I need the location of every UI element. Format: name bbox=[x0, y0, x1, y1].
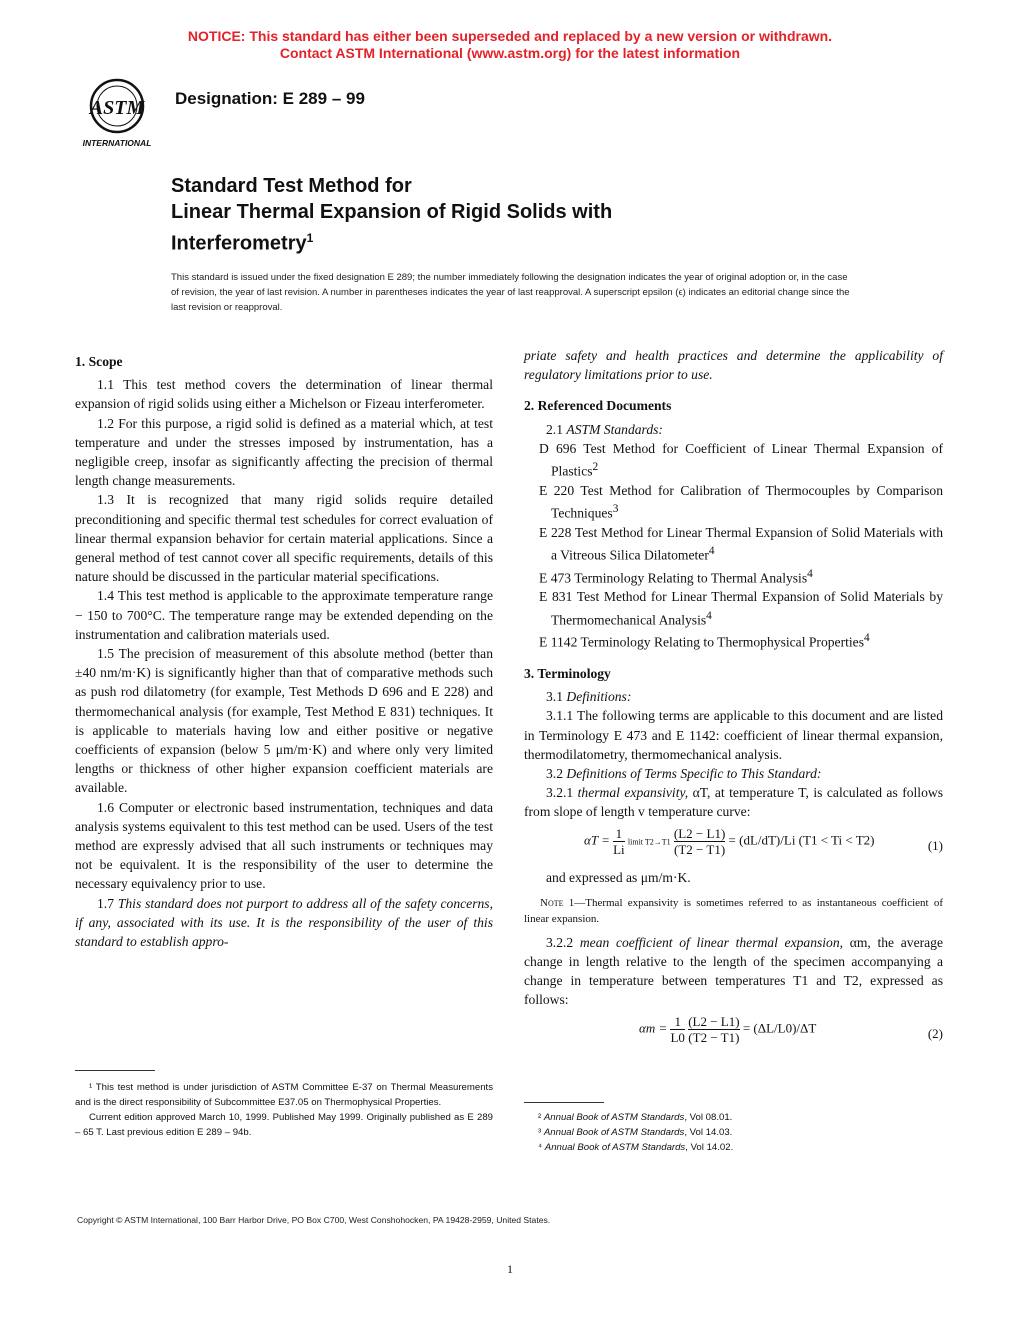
reference-item bbox=[524, 629, 943, 652]
reference-text: E 1142 Terminology Relating to Thermophysical Properties bbox=[539, 634, 864, 650]
reference-footnote-ref: 2 bbox=[592, 461, 599, 474]
paragraph-3-1-1: 3.1.1 The following terms are applicable to this document and are listed in Terminology E 473 and E 1142: coefficient of linear thermal expansion, thermodilatometry, thermomechanical analysis. bbox=[524, 708, 943, 762]
eq2-frac-den: L0 bbox=[670, 1029, 685, 1045]
footnote-rule-left bbox=[75, 1070, 155, 1071]
reference-item bbox=[524, 481, 943, 523]
reference-footnote-ref: 3 bbox=[612, 502, 619, 515]
paragraph-1-7-number: 1.7 bbox=[97, 895, 114, 911]
footnote-number: ² bbox=[538, 1112, 542, 1123]
designation: Designation: E 289 – 99 bbox=[175, 89, 365, 108]
eq1-fraction-1 bbox=[613, 826, 625, 857]
term-mean-coefficient: mean coefficient of linear thermal expansion, bbox=[579, 934, 844, 950]
logo-bottom-text: INTERNATIONAL bbox=[82, 138, 152, 148]
eq1-frac2-num: (L2 − L1) bbox=[673, 825, 726, 841]
reference-text: E 220 Test Method for Calibration of Thermocouples by Comparison Techniques bbox=[539, 482, 943, 521]
footnote-volume: , Vol 14.03. bbox=[684, 1127, 733, 1138]
eq2-fraction-2 bbox=[688, 1014, 739, 1045]
paragraph-2-1-text: ASTM Standards: bbox=[566, 421, 663, 437]
paragraph-1-7-continued-text: priate safety and health practices and determine the applicability of regulatory limitations prior to use. bbox=[524, 348, 943, 383]
issued-note: This standard is issued under the fixed designation E 289; the number immediately following the designation indicates the year of original adoption or, in the case of revision, the year of last revision. A number in parentheses indicates the year of last reapproval. A superscript epsilon (ϵ) indicates an editorial change since the last revision or reapproval. bbox=[171, 272, 850, 313]
footnote-volume: , Vol 08.01. bbox=[684, 1112, 733, 1123]
eq2-lhs: αm = bbox=[639, 1020, 668, 1036]
paragraph-3-2-2 bbox=[524, 933, 943, 1010]
equation-2-number: (2) bbox=[927, 1025, 943, 1041]
astm-logo-icon bbox=[70, 74, 165, 152]
reference-item bbox=[524, 523, 943, 565]
footnote-number: ³ bbox=[538, 1127, 542, 1138]
paragraph-3-2-1 bbox=[524, 783, 943, 821]
paragraph-3-2-2-number: 3.2.2 bbox=[546, 934, 574, 950]
title-line-3: Interferometry bbox=[171, 232, 307, 255]
paragraph-3-1-text: Definitions: bbox=[566, 689, 632, 705]
after-equation-1: and expressed as μm/m·K. bbox=[546, 869, 691, 885]
eq1-fraction-2 bbox=[674, 826, 725, 857]
reference-text: D 696 Test Method for Coefficient of Linear Thermal Expansion of Plastics bbox=[539, 440, 943, 479]
paragraph-1-7-continued bbox=[524, 346, 943, 384]
paragraph-1-7 bbox=[75, 894, 493, 952]
paragraph-2-1-number: 2.1 bbox=[546, 421, 563, 437]
paragraph-3-2-2-text: αm, the average change in length relative to the length of the specimen accompanying a change in temperature between temperatures T1 and T2, expressed as follows: bbox=[524, 934, 944, 1008]
footnote-1b: Current edition approved March 10, 1999. Published May 1999. Originally published as E 289 – 65 T. Last previous edition E 289 – 94b. bbox=[75, 1112, 493, 1138]
section-heading-terminology: 3. Terminology bbox=[524, 666, 611, 682]
footnote-number: ⁴ bbox=[538, 1142, 543, 1153]
section-heading-scope: 1. Scope bbox=[75, 354, 123, 369]
eq2-fraction-1 bbox=[670, 1014, 684, 1045]
reference-footnote-ref: 4 bbox=[708, 544, 715, 557]
eq2-rhs: = (ΔL/L0)/ΔT bbox=[742, 1020, 817, 1036]
paragraph-1-5: 1.5 The precision of measurement of this absolute method (better than ±40 nm/m·K) is significantly higher than that of comparative methods such as push rod dilatometry (for example, Test Methods D 696 and E 228) and thermomechanical analysis (for example, Test Method E 831) techniques. It is applicable to materials having low and either positive or negative coefficients of expansion (below 5 μm/m·K) and where only very limited lengths or thickness of other higher expansion coefficient materials are available. bbox=[75, 646, 493, 796]
paragraph-3-2-number: 3.2 bbox=[546, 766, 563, 782]
notice-line-2: Contact ASTM International (www.astm.org) for the latest information bbox=[279, 45, 741, 61]
equation-1-number: (1) bbox=[927, 837, 943, 853]
footnote-volume: , Vol 14.02. bbox=[685, 1142, 734, 1153]
title-line-1: Standard Test Method for bbox=[171, 175, 412, 197]
paragraph-1-2: 1.2 For this purpose, a rigid solid is defined as a material which, at test temperature and under the stresses imposed by instrumentation, has a negligible creep, insofar as significantly affecting the precision of thermal length change measurements. bbox=[75, 415, 493, 489]
eq1-rhs: = (dL/dT)/Li (T1 < Ti < T2) bbox=[728, 832, 875, 848]
equation-1 bbox=[524, 822, 943, 868]
reference-footnote-ref: 4 bbox=[864, 632, 870, 645]
copyright: Copyright © ASTM International, 100 Barr Harbor Drive, PO Box C700, West Conshohocken, PA 19428-2959, United States. bbox=[77, 1215, 551, 1225]
paragraph-3-1-number: 3.1 bbox=[546, 689, 563, 705]
reference-item bbox=[524, 587, 943, 629]
paragraph-3-2-1-number: 3.2.1 bbox=[546, 785, 574, 801]
reference-footnote-ref: 4 bbox=[706, 609, 712, 622]
footnote-1: ¹ This test method is under jurisdiction of ASTM Committee E-37 on Thermal Measurements and is the direct responsibility of Subcommittee E37.05 on Thermophysical Properties. bbox=[75, 1082, 493, 1108]
section-heading-referenced-documents: 2. Referenced Documents bbox=[524, 398, 672, 414]
paragraph-3-2-1-text: αT, at temperature T, is calculated as follows from slope of length v temperature curve: bbox=[524, 785, 943, 820]
paragraph-1-4: 1.4 This test method is applicable to the approximate temperature range − 150 to 700°C. The temperature range may be extended depending on the instrumentation and calibration materials used. bbox=[75, 588, 493, 642]
reference-text: E 473 Terminology Relating to Thermal Analysis bbox=[539, 570, 808, 586]
right-column bbox=[524, 346, 943, 1056]
equation-2 bbox=[524, 1010, 943, 1056]
footnote-3 bbox=[524, 1125, 943, 1140]
logo-top-text: ASTM bbox=[89, 97, 145, 119]
eq1-lhs: αT = bbox=[584, 832, 610, 848]
note-1 bbox=[524, 895, 943, 927]
eq2-frac2-den: (T2 − T1) bbox=[688, 1029, 740, 1045]
paragraph-1-7-text: This standard does not purport to address all of the safety concerns, if any, associated with its use. It is the responsibility of the user of this standard to establish appro- bbox=[75, 895, 493, 950]
title-footnote-ref: 1 bbox=[306, 231, 314, 245]
eq1-frac-num: 1 bbox=[615, 825, 623, 841]
paragraph-1-3: 1.3 It is recognized that many rigid solids require detailed preconditioning and specific thermal test schedules for correct evaluation of linear thermal expansion behavior for certain material applications. Since a general method of test cannot cover all specific requirements, details of this nature should be discussed in the particular material specifications. bbox=[75, 492, 493, 585]
eq2-frac2-num: (L2 − L1) bbox=[688, 1013, 740, 1029]
eq1-frac-den: Li bbox=[613, 841, 625, 857]
footnote-book: Annual Book of ASTM Standards bbox=[543, 1127, 685, 1138]
page-number: 1 bbox=[507, 1262, 513, 1276]
term-thermal-expansivity: thermal expansivity, bbox=[577, 785, 689, 801]
reference-text: E 831 Test Method for Linear Thermal Expansion of Solid Materials by Thermomechanical Analysis bbox=[539, 589, 943, 628]
footnote-4 bbox=[524, 1140, 943, 1155]
paragraph-3-1 bbox=[524, 687, 943, 706]
eq1-frac2-den: (T2 − T1) bbox=[674, 841, 726, 857]
supersede-notice bbox=[0, 28, 1020, 62]
paragraph-3-2 bbox=[524, 764, 943, 783]
reference-item bbox=[524, 565, 943, 588]
note-1-text: —Thermal expansivity is sometimes referred to as instantaneous coefficient of linear expansion. bbox=[524, 896, 944, 925]
footnote-book: Annual Book of ASTM Standards bbox=[544, 1142, 686, 1153]
footnotes-right bbox=[524, 1110, 943, 1155]
paragraph-1-1: 1.1 This test method covers the determination of linear thermal expansion of rigid solids using either a Michelson or Fizeau interferometer. bbox=[75, 377, 493, 412]
paragraph-1-6: 1.6 Computer or electronic based instrumentation, techniques and data analysis systems equivalent to this test method can be used. Users of the test method are expressly advised that all such instruments or techniques may not be equivalent. It is the responsibility of the user to determine the necessary equivalency prior to use. bbox=[75, 799, 493, 892]
paragraph-3-2-text: Definitions of Terms Specific to This Standard: bbox=[566, 766, 822, 782]
title-line-2: Linear Thermal Expansion of Rigid Solids with bbox=[171, 201, 613, 223]
reference-item bbox=[524, 439, 943, 481]
reference-text: E 228 Test Method for Linear Thermal Expansion of Solid Materials with a Vitreous Silica Dilatometer bbox=[539, 524, 943, 563]
paragraph-2-1 bbox=[524, 420, 943, 439]
reference-footnote-ref: 4 bbox=[807, 567, 813, 580]
left-column bbox=[75, 346, 493, 951]
eq1-limit: limit T2→T1 bbox=[627, 837, 671, 847]
notice-line-1: NOTICE: This standard has either been superseded and replaced by a new version or withdrawn. bbox=[187, 28, 833, 44]
page-title bbox=[171, 173, 891, 257]
footnotes-left bbox=[75, 1080, 493, 1140]
footnote-book: Annual Book of ASTM Standards bbox=[543, 1112, 685, 1123]
footnote-2 bbox=[524, 1110, 943, 1125]
eq2-frac-num: 1 bbox=[674, 1013, 681, 1029]
note-1-label: Note 1 bbox=[540, 896, 575, 909]
footnote-rule-right bbox=[524, 1102, 604, 1103]
